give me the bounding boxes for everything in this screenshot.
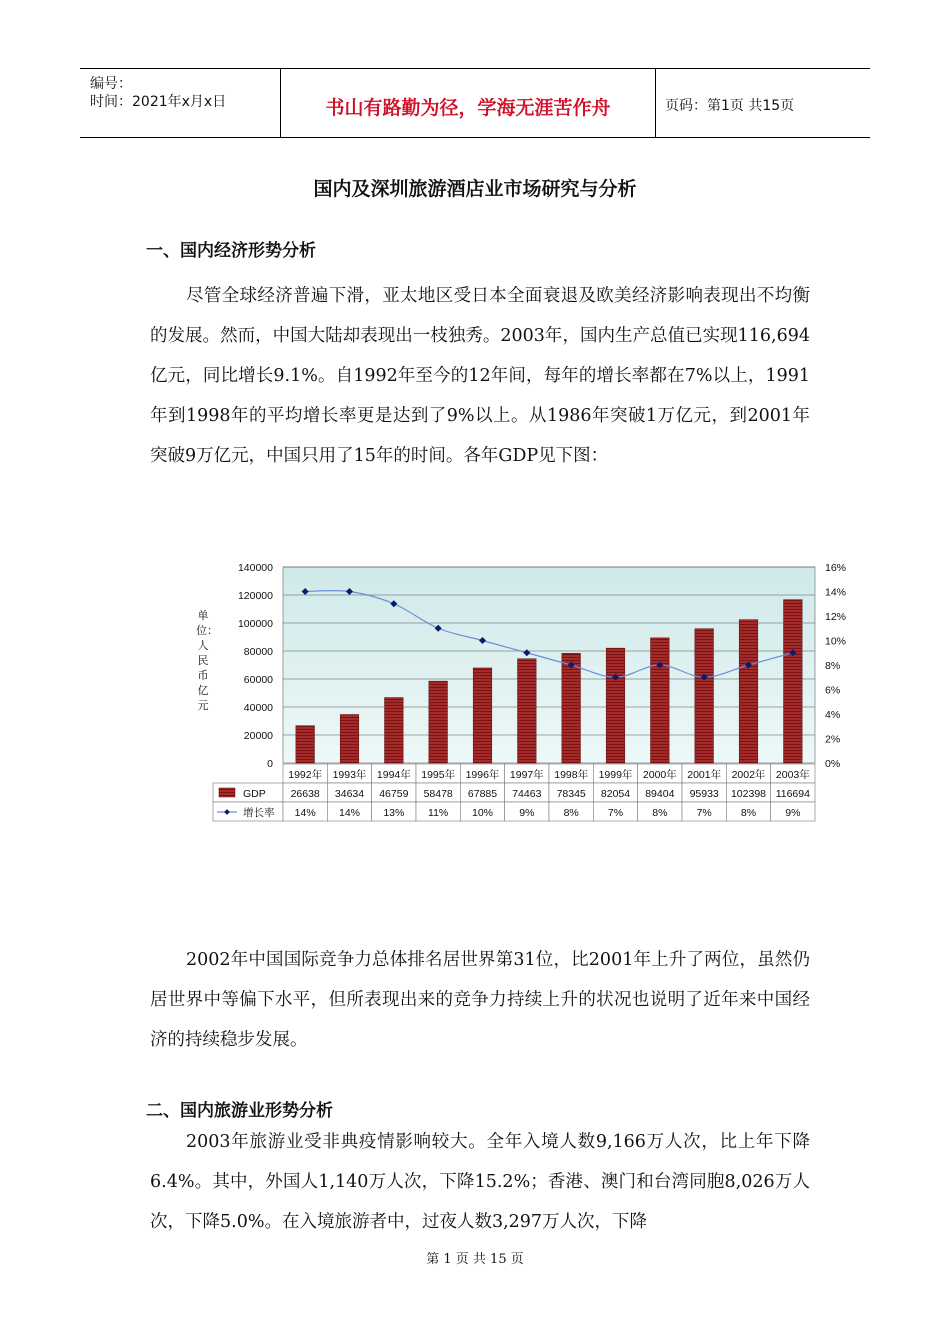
chart-x-tick-label: 1992年 bbox=[288, 769, 323, 781]
chart-y2-tick-label: 16% bbox=[825, 562, 847, 574]
chart-data-label: 67885 bbox=[467, 788, 498, 800]
chart-bar bbox=[385, 698, 404, 763]
chart-data-label: 9% bbox=[785, 807, 801, 819]
chart-bar bbox=[562, 653, 581, 763]
number-label: 编号： bbox=[90, 76, 132, 92]
chart-bar bbox=[473, 668, 492, 763]
chart-x-tick-label: 1995年 bbox=[421, 769, 456, 781]
section1-paragraph2: 2002年中国国际竞争力总体排名居世界第31位，比2001年上升了两位，虽然仍居世界中等偏下水平，但所表现出来的竞争力持续上升的状况也说明了近年来中国经济的持续稳步发展。 bbox=[150, 950, 810, 1050]
section2-paragraph1: 2003年旅游业受非典疫情影响较大。全年入境人数9,166万人次，比上年下降6.4%。其中，外国人1,140万人次，下降15.2%；香港、澳门和台湾同胞8,026万人次，下降5.0%。在入境旅游者中，过夜人数3,297万人次，下降 bbox=[150, 1132, 810, 1232]
chart-bar bbox=[429, 681, 448, 763]
section1-paragraph1: 尽管全球经济普遍下滑，亚太地区受日本全面衰退及欧美经济影响表现出不均衡的发展。然而，中国大陆却表现出一枝独秀。2003年，国内生产总值已实现116,694亿元，同比增长9.1%。自1992年至今的12年间，每年的增长率都在7%以上，1991年到1998年的平均增长率更是达到了9%以上。从1986年突破1万亿元，到2001年突破9万亿元，中国只用了15年的时间。各年GDP见下图： bbox=[150, 286, 810, 466]
chart-data-label: 14% bbox=[338, 807, 361, 819]
chart-legend-key-gdp bbox=[219, 788, 235, 797]
chart-data-label: 10% bbox=[471, 807, 494, 819]
chart-x-tick-label: 1998年 bbox=[554, 769, 589, 781]
chart-data-label: 89404 bbox=[645, 788, 675, 800]
chart-x-tick-label: 1994年 bbox=[376, 769, 411, 781]
chart-bar bbox=[296, 726, 315, 763]
chart-bar bbox=[606, 648, 625, 763]
chart-y2-tick-label: 14% bbox=[825, 586, 847, 599]
chart-data-label: 14% bbox=[294, 807, 316, 819]
chart-data-label: 82054 bbox=[600, 788, 631, 800]
chart-x-tick-label: 2003年 bbox=[775, 769, 810, 781]
chart-data-label: 7% bbox=[607, 807, 624, 819]
header-motto-cell bbox=[280, 69, 656, 137]
chart-data-label: 34634 bbox=[334, 788, 365, 800]
chart-plot-area bbox=[283, 567, 815, 763]
chart-data-label: 116694 bbox=[775, 788, 810, 800]
chart-y-tick-label: 0 bbox=[267, 758, 273, 770]
chart-data-label: 8% bbox=[563, 807, 579, 819]
chart-data-label: 13% bbox=[383, 807, 405, 819]
chart-y-tick-label: 20000 bbox=[243, 730, 273, 742]
page-footer: 第 1 页 共 15 页 bbox=[426, 1252, 524, 1267]
chart-x-tick-label: 1997年 bbox=[509, 769, 544, 781]
chart-bar bbox=[784, 600, 803, 763]
chart-x-tick-label: 1993年 bbox=[332, 769, 367, 781]
chart-y-tick-label: 140000 bbox=[237, 562, 273, 574]
page-header bbox=[80, 68, 870, 138]
chart-y2-tick-label: 10% bbox=[825, 635, 847, 648]
chart-x-tick-label: 1996年 bbox=[465, 769, 500, 781]
gdp-chart bbox=[190, 555, 850, 830]
chart-y2-tick-label: 0% bbox=[825, 758, 841, 770]
chart-data-label: 46759 bbox=[379, 788, 409, 800]
chart-y-tick-label: 100000 bbox=[237, 618, 273, 630]
chart-y2-tick-label: 8% bbox=[825, 660, 841, 672]
chart-data-label: 78345 bbox=[556, 788, 586, 800]
chart-data-label: 26638 bbox=[290, 788, 320, 800]
chart-data-label: 102398 bbox=[730, 788, 767, 800]
chart-legend-label: GDP bbox=[243, 788, 266, 800]
header-page-cell bbox=[655, 69, 870, 137]
chart-x-tick-label: 1999年 bbox=[598, 769, 633, 781]
chart-y-axis-label: 单位：人民币亿元 bbox=[196, 609, 218, 712]
chart-data-label: 8% bbox=[740, 807, 757, 819]
chart-data-label: 74463 bbox=[512, 788, 542, 800]
chart-y-tick-label: 60000 bbox=[243, 674, 273, 686]
chart-data-label: 58478 bbox=[423, 788, 453, 800]
section2-heading: 二、国内旅游业形势分析 bbox=[146, 1101, 333, 1121]
chart-data-label: 95933 bbox=[689, 788, 719, 800]
chart-bar bbox=[651, 638, 670, 763]
chart-bar bbox=[739, 620, 758, 763]
chart-y2-tick-label: 2% bbox=[825, 733, 841, 746]
chart-y2-tick-label: 4% bbox=[825, 709, 841, 721]
chart-bar bbox=[695, 629, 714, 763]
chart-x-tick-label: 2001年 bbox=[687, 769, 722, 781]
page-number-label: 页码：第1页 共15页 bbox=[665, 98, 795, 114]
chart-y-tick-label: 40000 bbox=[243, 702, 273, 714]
chart-data-label: 8% bbox=[652, 807, 668, 819]
chart-y2-tick-label: 12% bbox=[825, 611, 847, 623]
chart-bar bbox=[340, 715, 359, 763]
doc-title: 国内及深圳旅游酒店业市场研究与分析 bbox=[313, 178, 637, 200]
chart-data-label: 7% bbox=[696, 807, 712, 819]
section1-heading: 一、国内经济形势分析 bbox=[146, 241, 316, 261]
header-info-cell bbox=[80, 69, 280, 137]
chart-y-tick-label: 80000 bbox=[243, 646, 273, 658]
chart-y-tick-label: 120000 bbox=[237, 590, 273, 602]
motto: 书山有路勤为径，学海无涯苦作舟 bbox=[325, 97, 611, 119]
chart-y2-tick-label: 6% bbox=[825, 684, 841, 697]
chart-bar bbox=[518, 659, 537, 763]
chart-legend-label: 增长率 bbox=[243, 807, 275, 819]
time-label: 时间：2021年x月x日 bbox=[90, 94, 227, 110]
chart-data-label: 11% bbox=[428, 807, 449, 819]
chart-x-tick-label: 2000年 bbox=[642, 769, 677, 781]
chart-x-tick-label: 2002年 bbox=[731, 769, 766, 781]
chart-data-label: 9% bbox=[519, 807, 535, 819]
